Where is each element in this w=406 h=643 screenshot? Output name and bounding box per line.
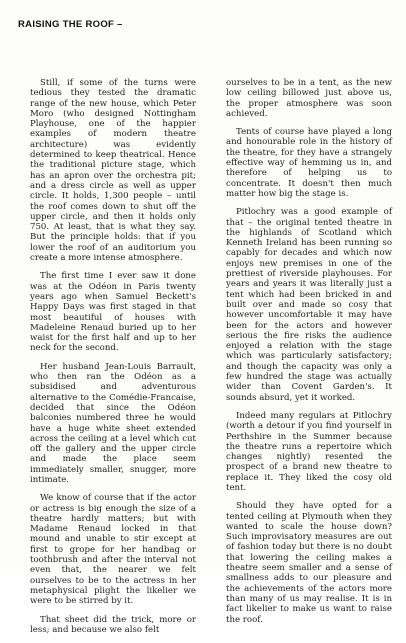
right-column xyxy=(226,78,392,633)
left-column xyxy=(30,78,196,643)
paragraph: We know of course that if the actor or actress is big enough the size of a theatre hardly matters; but with Madame Renaud locked in that mound and unable to stir except at first to grope for her handbag or toothbrush and after the interval not even that, the nearer we felt ourselves to be to the actress in her metaphysical plight the likelier we were to be stirred by it. xyxy=(30,493,196,607)
paragraph: That sheet did the trick, more or less; and because we also felt xyxy=(30,614,196,635)
paragraph: Indeed many regulars at Pitlochry (worth a detour if you find yourself in Perthshire in the Summer because the theatre runs a repertoire which changes nightly) resented the prospect of a brand new theatre to replace it. They liked the cosy old tent. xyxy=(226,410,392,493)
paragraph: Her husband Jean-Louis Barrault, who then ran the Odéon as a subsidised and adventurous alternative to the Comédie-Francaise, decided that since the Odéon balconies numbered three he would have a huge white sheet extended across the ceiling at a level which cut off the gallery and the upper circle and made the place seem immediately smaller, snugger, more intimate. xyxy=(30,361,196,485)
running-head: RAISING THE ROOF – xyxy=(18,19,123,30)
paragraph: Should they have opted for a tented ceiling at Plymouth when they wanted to scale the house down? Such improvisatory measures are out of fashion today but there is no doubt that lowering the ceiling makes a theatre seem smaller and a sense of smallness adds to our pleasure and the achievements of the actors more than many of us may realise. It is in fact likelier to make us want to raise the roof. xyxy=(226,501,392,625)
paragraph: Still, if some of the turns were tedious they tested the dramatic range of the new house, which Peter Moro (who designed Nottingham Playhouse, one of the happier examples of modern theatre architecture) was evidently determined to keep theatrical. Hence the traditional picture stage, which has an apron over the orchestra pit; and a dress circle as well as upper circle. It holds, 1,300 people – until the roof comes down to shut off the upper circle, and then it holds only 750. At least, that is what they say. But the principle holds: that if you lower the roof of an auditorium you create a more intense atmosphere. xyxy=(30,78,196,264)
paragraph: Pitlochry was a good example of that – the original tented theatre in the highlands of Scotland which Kenneth Ireland has been running so capably for decades and which now enjoys new premises in one of the prettiest of riverside playhouses. For years and years it was literally just a tent which had been bricked in and built over and made so cosy that however uncomfortable it may have been for the actors and however serious the fire risks the audience enjoyed a relation with the stage which was particularly satisfactory; and though the capacity was only a few hundred the stage was actually wider than Covent Garden's. It sounds absurd, yet it worked. xyxy=(226,207,392,403)
paragraph: The first time I ever saw it done was at the Odéon in Paris twenty years ago when Samuel Beckett's Happy Days was first staged in that most beautiful of houses with Madeleine Renaud buried up to her waist for the first half and up to her neck for the second. xyxy=(30,271,196,354)
paragraph: ourselves to be in a tent, as the new low ceiling billowed just above us, the proper atmosphere was soon achieved. xyxy=(226,78,392,119)
paragraph: Tents of course have played a long and honourable role in the history of the theatre, for they have a strangely effective way of hemming us in, and therefore of helping us to concentrate. It doesn't then much matter how big the stage is. xyxy=(226,127,392,199)
